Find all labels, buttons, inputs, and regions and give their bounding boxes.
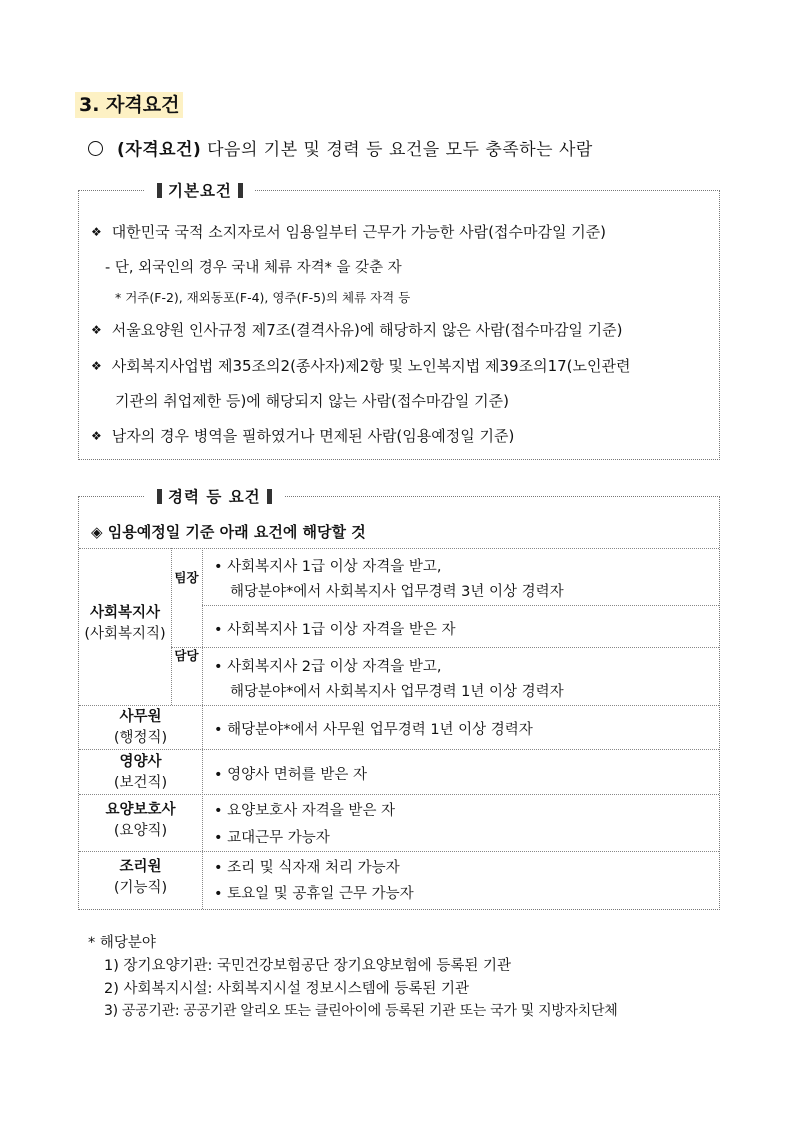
table-divider — [79, 851, 719, 852]
footnote-item: 3) 공공기관: 공공기관 알리오 또는 클린아이에 등록된 기관 또는 국가 및 지방자치단체 — [104, 1003, 618, 1019]
requirement-text: • 사회복지사 1급 이상 자격을 받고, — [214, 559, 442, 575]
requirement-text: • 해당분야*에서 사무원 업무경력 1년 이상 경력자 — [214, 722, 533, 738]
basic-requirements-box — [78, 182, 720, 460]
table-divider — [79, 548, 719, 549]
requirement-text: • 토요일 및 공휴일 근무 가능자 — [214, 886, 414, 902]
summary-text: 다음의 기본 및 경력 등 요건을 모두 충족하는 사람 — [201, 140, 593, 160]
requirement-text: • 요양보호사 자격을 받은 자 — [214, 803, 396, 819]
diamond-bullet-icon: ❖ — [91, 429, 102, 443]
requirement-text: 해당분야*에서 사회복지사 업무경력 3년 이상 경력자 — [230, 584, 564, 600]
diamond-bullet-icon: ❖ — [91, 359, 102, 373]
basic-subitem: - 단, 외국인의 경우 국내 체류 자격* 을 갖춘 자 — [105, 260, 402, 276]
footnote-item: 2) 사회복지시설: 사회복지시설 정보시스템에 등록된 기관 — [104, 981, 469, 997]
summary-line — [88, 135, 593, 160]
basic-box-title — [145, 179, 255, 201]
requirement-text: • 사회복지사 2급 이상 자격을 받고, — [214, 659, 442, 675]
career-requirements-box — [78, 488, 720, 910]
basic-item: ❖ 대한민국 국적 소지자로서 임용일부터 근무가 가능한 사람(접수마감일 기준) — [91, 223, 607, 241]
subrole-cell: 담당 — [174, 648, 199, 663]
basic-item: ❖ 서울요양원 인사규정 제7조(결격사유)에 해당하지 않은 사람(접수마감일 기준) — [91, 321, 623, 339]
role-cell: 조리원 (기능직) — [113, 859, 168, 896]
role-cell: 영양사 (보건직) — [113, 754, 168, 791]
summary-label: (자격요건) — [117, 140, 202, 160]
requirement-text: • 영양사 면허를 받은 자 — [214, 767, 368, 783]
role-cell: 사무원 (행정직) — [113, 709, 168, 746]
title-bar-icon — [267, 489, 272, 504]
table-divider — [171, 647, 719, 648]
footnote-item: 1) 장기요양기관: 국민건강보험공단 장기요양보험에 등록된 기관 — [104, 958, 511, 974]
title-bar-icon — [238, 183, 243, 198]
role-cell: 요양보호사 (요양직) — [105, 802, 176, 839]
role-cell: 사회복지사 (사회복지직) — [84, 605, 166, 642]
basic-item-continued: 기관의 취업제한 등)에 해당되지 않는 사람(접수마감일 기준) — [115, 392, 509, 410]
career-box-title — [145, 485, 284, 507]
diamond-bullet-icon: ❖ — [91, 323, 102, 337]
subrole-cell: 팀장 — [174, 570, 199, 585]
basic-item: ❖ 남자의 경우 병역을 필하였거나 면제된 사람(임용예정일 기준) — [91, 427, 515, 445]
title-bar-icon — [157, 489, 162, 504]
section-title: 3. 자격요건 — [75, 92, 183, 118]
basic-note: * 거주(F-2), 재외동포(F-4), 영주(F-5)의 체류 자격 등 — [115, 290, 411, 305]
table-divider — [202, 548, 203, 909]
table-divider — [79, 794, 719, 795]
requirement-text: 해당분야*에서 사회복지사 업무경력 1년 이상 경력자 — [230, 684, 564, 700]
diamond-bullet-icon: ❖ — [91, 225, 102, 239]
table-divider — [202, 605, 719, 606]
career-header: ◈ 임용예정일 기준 아래 요건에 해당할 것 — [91, 523, 366, 541]
requirement-text: • 사회복지사 1급 이상 자격을 받은 자 — [214, 622, 456, 638]
table-divider — [79, 749, 719, 750]
requirement-text: • 조리 및 식자재 처리 가능자 — [214, 860, 400, 876]
career-title-text: 경력 등 요건 — [168, 488, 261, 506]
table-divider — [79, 705, 719, 706]
title-bar-icon — [157, 183, 162, 198]
requirement-text: • 교대근무 가능자 — [214, 830, 330, 846]
footnote-title: * 해당분야 — [88, 935, 156, 951]
circle-bullet-icon — [88, 141, 103, 156]
basic-title-text: 기본요건 — [168, 182, 232, 200]
basic-item: ❖ 사회복지사업법 제35조의2(종사자)제2항 및 노인복지법 제39조의17(노인관련 — [91, 357, 631, 375]
